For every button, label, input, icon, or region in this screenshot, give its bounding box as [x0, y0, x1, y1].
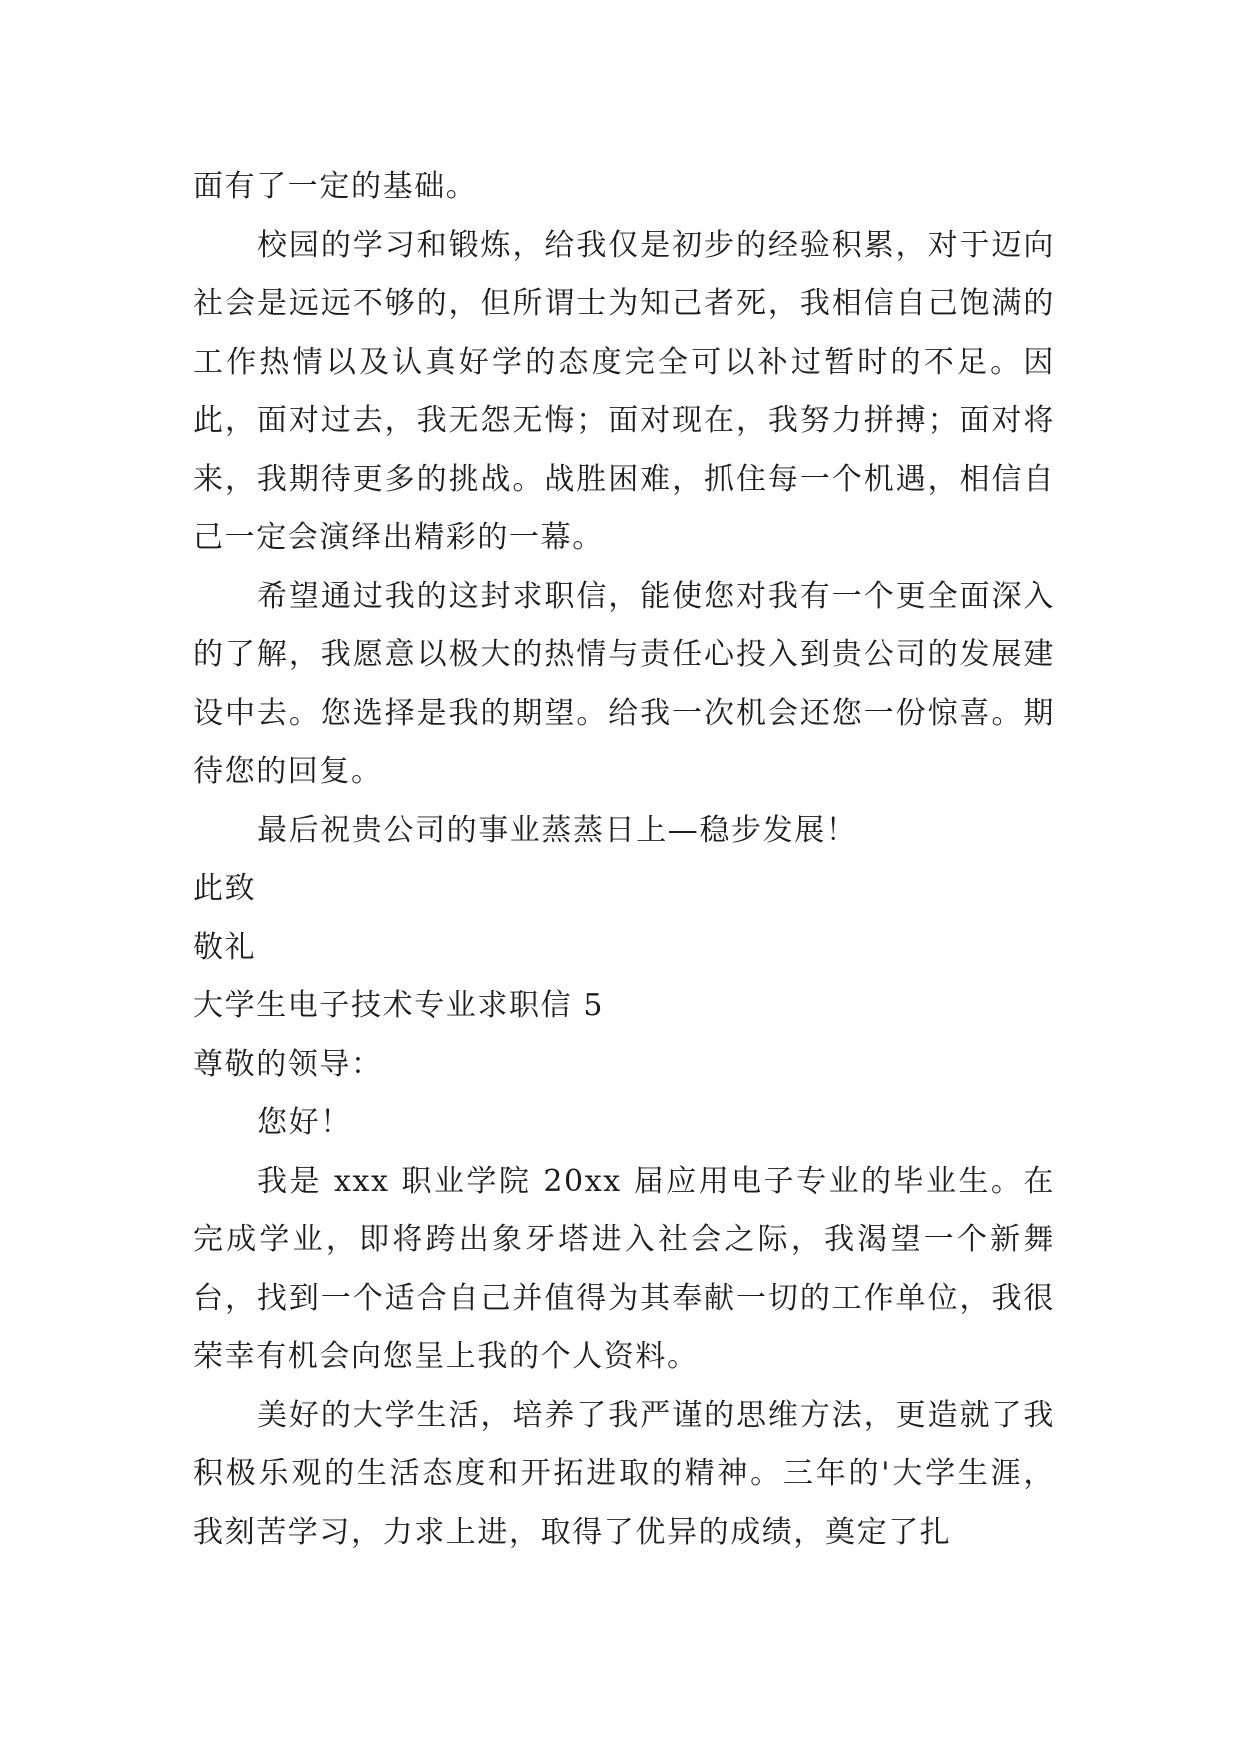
- closing-regards: 敬礼: [193, 929, 257, 965]
- paragraph-hope: 希望通过我的这封求职信，能使您对我有一个更全面深入的了解，我愿意以极大的热情与责任心投入到贵公司的发展建设中去。您选择是我的期望。给我一次机会还您一份惊喜。期待您的回复。: [193, 578, 1055, 789]
- letter-greeting: 尊敬的领导：: [193, 1046, 383, 1082]
- closing-salutation: 此致: [193, 871, 257, 906]
- paragraph-wishes: 最后祝贵公司的事业蒸蒸日上—稳步发展！: [257, 812, 858, 848]
- paragraph-university-life: 美好的大学生活，培养了我严谨的思维方法，更造就了我积极乐观的生活态度和开拓进取的精神。三年的'大学生涯，我刻苦学习，力求上进，取得了优异的成绩，奠定了扎: [193, 1397, 1055, 1550]
- paragraph-experience: 校园的学习和锻炼，给我仅是初步的经验积累，对于迈向社会是远远不够的，但所谓士为知己者死，我相信自己饱满的工作热情以及认真好学的态度完全可以补过暂时的不足。因此，面对过去，我无怨无悔；面对现在，我努力拼搏；面对将来，我期待更多的挑战。战胜困难，抓住每一个机遇，相信自己一定会演绎出精彩的一幕。: [193, 227, 1055, 555]
- paragraph-continuation: 面有了一定的基础。: [193, 169, 478, 204]
- paragraph-introduction: 我是 xxx 职业学院 20xx 届应用电子专业的毕业生。在完成学业，即将跨出象牙塔进入社会之际，我渴望一个新舞台，找到一个适合自己并值得为其奉献一切的工作单位，我很荣幸有机会向您呈上我的个人资料。: [193, 1163, 1055, 1374]
- section-title: 大学生电子技术专业求职信 5: [193, 988, 605, 1023]
- document-body: [193, 158, 1055, 1562]
- letter-hello: 您好！: [257, 1105, 352, 1140]
